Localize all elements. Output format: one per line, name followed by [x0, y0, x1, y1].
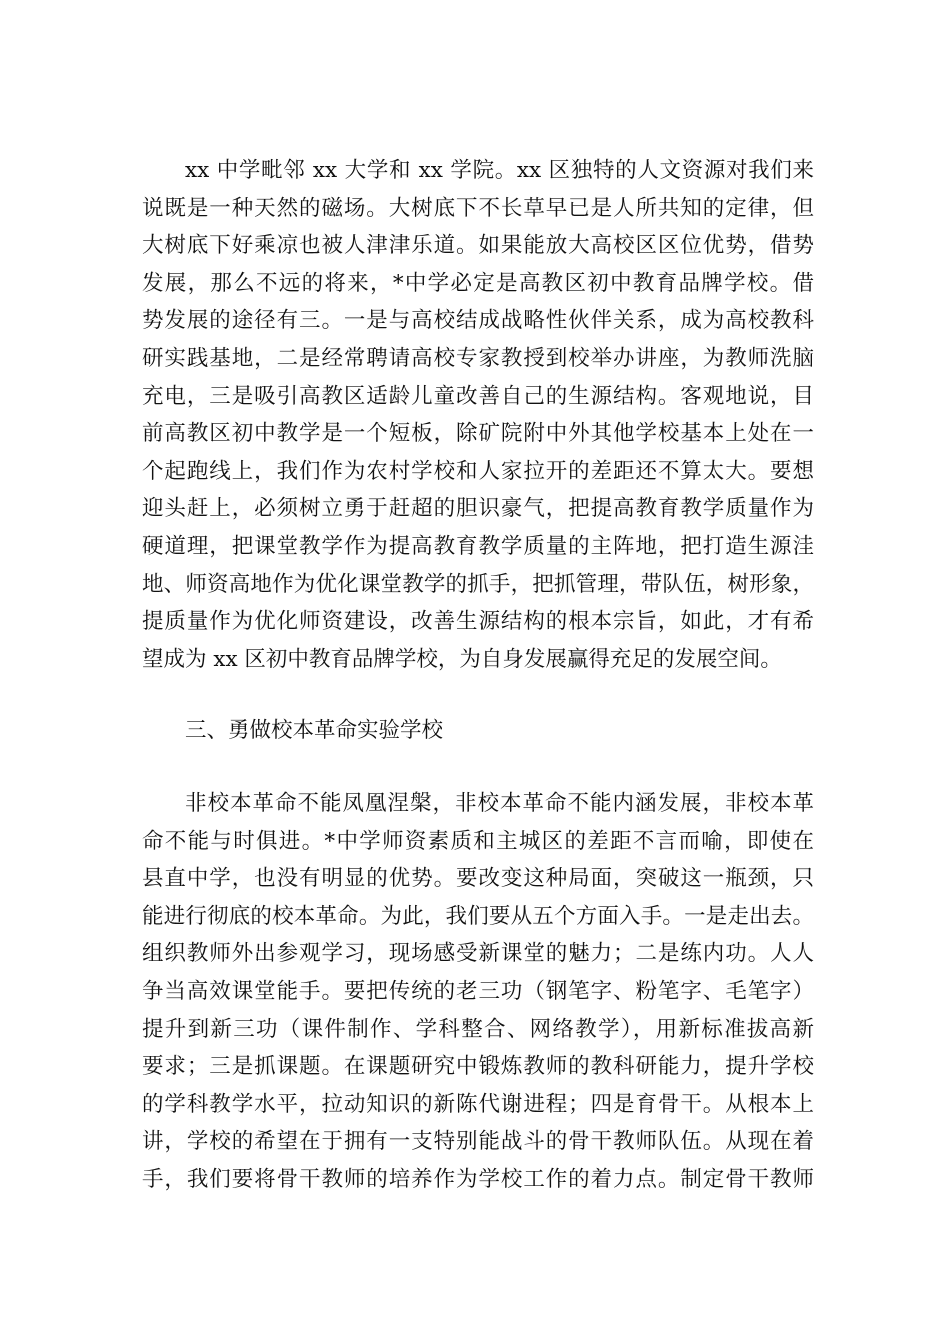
paragraph-line: 硬道理，把课堂教学作为提高教育教学质量的主阵地，把打造生源洼	[142, 533, 814, 559]
paragraph-line: 大树底下好乘凉也被人津津乐道。如果能放大高校区区位优势，借势	[142, 233, 814, 259]
paragraph-line: 能进行彻底的校本革命。为此，我们要从五个方面入手。一是走出去。	[142, 903, 814, 929]
paragraph-line: 个起跑线上，我们作为农村学校和人家拉开的差距还不算太大。要想	[142, 458, 814, 484]
paragraph-line: 要求；三是抓课题。在课题研究中锻炼教师的教科研能力，提升学校	[142, 1054, 814, 1080]
paragraph-line: 地、师资高地作为优化课堂教学的抓手，把抓管理，带队伍，树形象，	[142, 571, 814, 597]
paragraph-line: 提质量作为优化师资建设，改善生源结构的根本宗旨，如此，才有希	[142, 609, 814, 635]
paragraph-line: 研实践基地，二是经常聘请高校专家教授到校举办讲座，为教师洗脑	[142, 345, 814, 371]
paragraph-school-reform	[142, 785, 814, 1199]
paragraph-line: 充电，三是吸引高教区适龄儿童改善自己的生源结构。客观地说，目	[142, 383, 814, 409]
paragraph-line: 说既是一种天然的磁场。大树底下不长草早已是人所共知的定律，但	[142, 195, 814, 221]
paragraph-line: 组织教师外出参观学习，现场感受新课堂的魅力；二是练内功。人人	[142, 941, 814, 967]
paragraph-line: 发展，那么不远的将来，*中学必定是高教区初中教育品牌学校。借	[142, 270, 814, 296]
paragraph-line: 争当高效课堂能手。要把传统的老三功（钢笔字、粉笔字、毛笔字）	[142, 978, 814, 1004]
paragraph-line: 手，我们要将骨干教师的培养作为学校工作的着力点。制定骨干教师	[142, 1166, 814, 1192]
paragraph-line: xx 中学毗邻 xx 大学和 xx 学院。xx 区独特的人文资源对我们来	[185, 158, 814, 183]
paragraph-line: 前高教区初中教学是一个短板，除矿院附中外其他学校基本上处在一	[142, 421, 814, 447]
paragraph-line: 迎头赶上，必须树立勇于赶超的胆识豪气，把提高教育教学质量作为	[142, 496, 814, 522]
section-heading: 三、勇做校本革命实验学校	[185, 718, 444, 743]
paragraph-line: 势发展的途径有三。一是与高校结成战略性伙伴关系，成为高校教科	[142, 308, 814, 334]
paragraph-line: 命不能与时俱进。*中学师资素质和主城区的差距不言而喻，即使在	[142, 828, 814, 854]
paragraph-line: 望成为 xx 区初中教育品牌学校，为自身发展赢得充足的发展空间。	[142, 646, 782, 672]
paragraph-line: 的学科教学水平，拉动知识的新陈代谢进程；四是育骨干。从根本上	[142, 1091, 814, 1117]
paragraph-line: 非校本革命不能凤凰涅槃，非校本革命不能内涵发展，非校本革	[185, 791, 814, 816]
paragraph-line: 县直中学，也没有明显的优势。要改变这种局面，突破这一瓶颈，只	[142, 866, 814, 892]
paragraph-line: 讲，学校的希望在于拥有一支特别能战斗的骨干教师队伍。从现在着	[142, 1129, 814, 1155]
paragraph-line: 提升到新三功（课件制作、学科整合、网络教学），用新标准拔高新	[142, 1016, 814, 1042]
paragraph-regional-advantage	[142, 152, 814, 678]
